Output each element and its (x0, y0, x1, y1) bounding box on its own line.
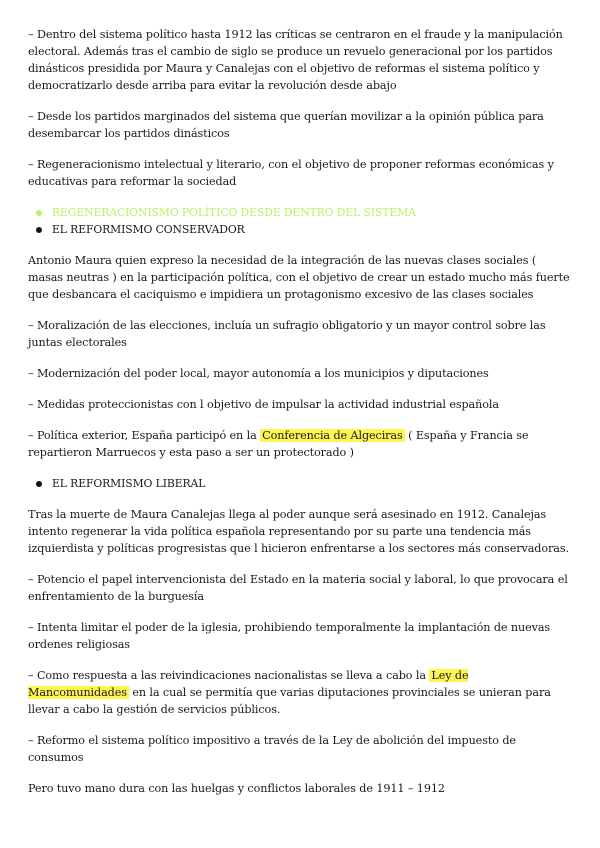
paragraph-moralizacion: – Moralización de las elecciones, incluía un sufragio obligatorio y un mayor control sobre las juntas electorales (28, 319, 546, 349)
bullet-dot-icon (36, 481, 42, 487)
paragraph-proteccionismo: – Medidas proteccionistas con l objetivo de impulsar la actividad industrial española (28, 398, 499, 411)
bullet-item-reformismo-liberal (28, 475, 572, 492)
bullet-list-reformismo-liberal (28, 475, 572, 492)
paragraph-political-critique: – Dentro del sistema político hasta 1912 las críticas se centraron en el fraude y la manipulación electoral. Además tras el cambio de siglo se produce un revuelo generacional por los partidos dinásticos presidida por Maura y Canalejas con el objetivo de reformas el sistema político y democratizarlo desde arriba para evitar la revolución desde abajo (28, 28, 563, 92)
bullet-item-label: EL REFORMISMO LIBERAL (52, 477, 206, 490)
bullet-dot-icon (36, 227, 42, 233)
paragraph-marginal-parties: – Desde los partidos marginados del sistema que querían movilizar a la opinión pública para desembarcar los partidos dinásticos (28, 110, 544, 140)
paragraph-intellectual-regeneration: – Regeneracionismo intelectual y literario, con el objetivo de proponer reformas económicas y educativas para reformar la sociedad (28, 158, 554, 188)
paragraph-politica-exterior (28, 427, 572, 461)
paragraph-modernizacion: – Modernización del poder local, mayor autonomía a los municipios y diputaciones (28, 367, 489, 380)
text-segment: – Como respuesta a las reivindicaciones nacionalistas se lleva a cabo la (28, 669, 430, 682)
paragraph-antonio-maura: Antonio Maura quien expreso la necesidad de la integración de las nuevas clases sociales ( masas neutras ) en la participación política, con el objetivo de crear un estado mucho más fuerte que desbancara el caciquismo e impidiera un protagonismo excesivo de las clases sociales (28, 254, 570, 301)
bullet-list-political-regeneration (28, 204, 572, 238)
paragraph-huelgas: Pero tuvo mano dura con las huelgas y conflictos laborales de 1911 – 1912 (28, 782, 445, 795)
bullet-item-reformismo-conservador (28, 221, 572, 238)
highlighted-term-algeciras: Conferencia de Algeciras (262, 429, 403, 442)
paragraph-iglesia: – Intenta limitar el poder de la iglesia, prohibiendo temporalmente la implantación de nuevas ordenes religiosas (28, 621, 551, 651)
paragraph-impuesto-consumos: – Reformo el sistema político impositivo a través de la Ley de abolición del impuesto de consumos (28, 734, 516, 764)
bullet-item-label: REGENERACIONISMO POLÍTICO DESDE DENTRO DEL SISTEMA (52, 206, 416, 219)
text-segment: en la cual se permitía que varias diputaciones provinciales se unieran para llevar a cabo la gestión de servicios públicos. (28, 686, 551, 716)
paragraph-mancomunidades (28, 667, 572, 718)
bullet-item-regeneracionismo (28, 204, 572, 221)
document-page (28, 26, 572, 811)
paragraph-canalejas: Tras la muerte de Maura Canalejas llega al poder aunque será asesinado en 1912. Canalejas intento regenerar la vida política española representando por su parte una tendencia más izquierdista y políticas progresistas que l hicieron enfrentarse a los sectores más conservadoras. (28, 508, 569, 555)
bullet-dot-icon (36, 210, 42, 216)
text-segment: ( España y Francia se repartieron Marruecos y esta paso a ser un protectorado ) (28, 429, 529, 459)
paragraph-intervencionismo: – Potencio el papel intervencionista del Estado en la materia social y laboral, lo que provocara el enfrentamiento de la burguesía (28, 573, 568, 603)
text-segment: – Política exterior, España participó en la (28, 429, 261, 442)
bullet-item-label: EL REFORMISMO CONSERVADOR (52, 223, 245, 236)
highlighted-term-mancomunidades: Ley de Mancomunidades (28, 669, 469, 699)
